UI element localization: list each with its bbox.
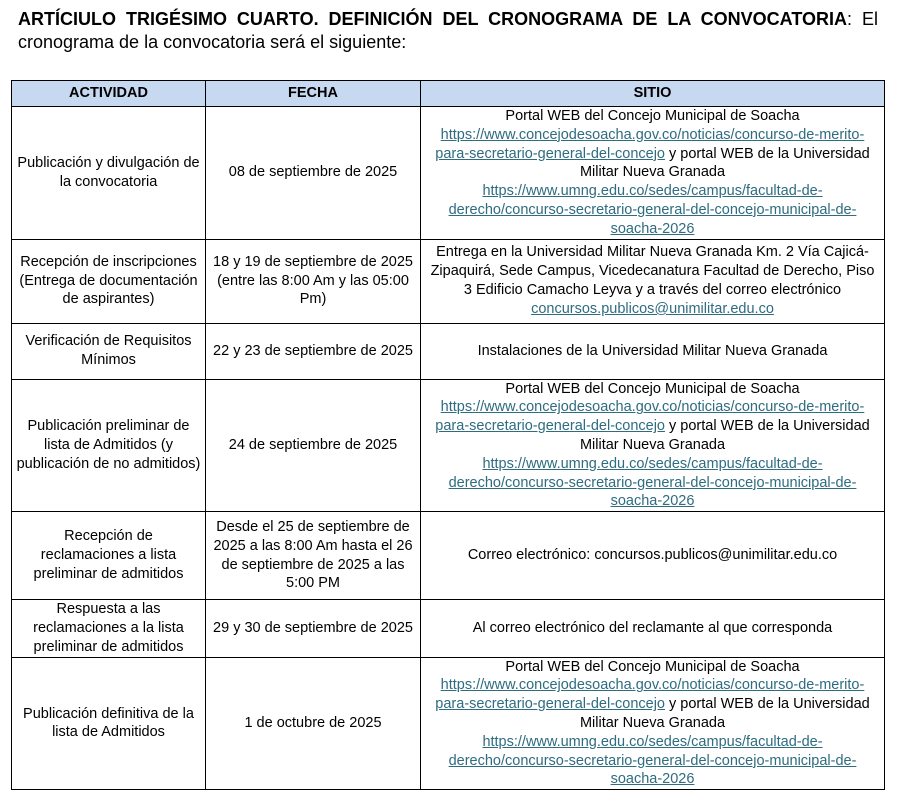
date-cell: 24 de septiembre de 2025 xyxy=(206,379,421,512)
site-cell xyxy=(421,657,885,790)
umng-link[interactable]: https://www.umng.edu.co/sedes/campus/facultad-de-derecho/concurso-secretario-general-del-concejo-municipal-de-soacha-2026 xyxy=(448,733,857,788)
site-text: y portal WEB de la Universidad Militar Nueva Granada xyxy=(579,418,870,453)
table-row xyxy=(12,600,885,657)
header-date: FECHA xyxy=(206,81,421,107)
site-text: Portal WEB del Concejo Municipal de Soacha xyxy=(505,658,800,675)
site-cell: Al correo electrónico del reclamante al que corresponda xyxy=(421,600,885,657)
site-cell: Instalaciones de la Universidad Militar Nueva Granada xyxy=(421,323,885,379)
date-cell: 08 de septiembre de 2025 xyxy=(206,107,421,240)
article-heading xyxy=(18,8,878,54)
site-text: y portal WEB de la Universidad Militar Nueva Granada xyxy=(579,696,870,731)
activity-cell: Publicación y divulgación de la convocatoria xyxy=(12,107,206,240)
site-text: Portal WEB del Concejo Municipal de Soacha xyxy=(505,380,800,397)
table-row xyxy=(12,107,885,240)
date-cell: 1 de octubre de 2025 xyxy=(206,657,421,790)
site-cell xyxy=(421,239,885,323)
header-activity: ACTIVIDAD xyxy=(12,81,206,107)
activity-cell: Publicación preliminar de lista de Admitidos (y publicación de no admitidos) xyxy=(12,379,206,512)
date-cell: 22 y 23 de septiembre de 2025 xyxy=(206,323,421,379)
date-cell: 29 y 30 de septiembre de 2025 xyxy=(206,600,421,657)
site-text: Portal WEB del Concejo Municipal de Soacha xyxy=(505,108,800,124)
date-cell: 18 y 19 de septiembre de 2025 (entre las 8:00 Am y las 05:00 Pm) xyxy=(206,239,421,323)
site-cell xyxy=(421,379,885,512)
table-header-row xyxy=(12,81,885,107)
activity-cell: Verificación de Requisitos Mínimos xyxy=(12,323,206,379)
site-cell: Correo electrónico: concursos.publicos@unimilitar.edu.co xyxy=(421,512,885,600)
email-link[interactable]: concursos.publicos@unimilitar.edu.co xyxy=(531,300,774,317)
site-text: y portal WEB de la Universidad Militar Nueva Granada xyxy=(579,145,870,181)
table-row xyxy=(12,239,885,323)
article-intro: : El cronograma de la convocatoria será el siguiente: xyxy=(18,9,878,52)
umng-link[interactable]: https://www.umng.edu.co/sedes/campus/facultad-de-derecho/concurso-secretario-general-del-concejo-municipal-de-soacha-2026 xyxy=(448,183,857,237)
table-row xyxy=(12,323,885,379)
umng-link[interactable]: https://www.umng.edu.co/sedes/campus/facultad-de-derecho/concurso-secretario-general-del-concejo-municipal-de-soacha-2026 xyxy=(448,455,857,510)
article-title: ARTÍCIULO TRIGÉSIMO CUARTO. DEFINICIÓN DEL CRONOGRAMA DE LA CONVOCATORIA xyxy=(18,9,848,29)
table-row xyxy=(12,379,885,512)
concejo-link[interactable]: https://www.concejodesoacha.gov.co/noticias/concurso-de-merito-para-secretario-general-del-concejo xyxy=(435,126,865,162)
site-cell xyxy=(421,107,885,240)
concejo-link[interactable]: https://www.concejodesoacha.gov.co/noticias/concurso-de-merito-para-secretario-general-del-concejo xyxy=(435,677,865,713)
schedule-table xyxy=(11,80,885,790)
activity-cell: Publicación definitiva de la lista de Admitidos xyxy=(12,657,206,790)
table-row xyxy=(12,657,885,790)
table-row xyxy=(12,512,885,600)
activity-cell: Recepción de inscripciones (Entrega de documentación de aspirantes) xyxy=(12,239,206,323)
concejo-link[interactable]: https://www.concejodesoacha.gov.co/noticias/concurso-de-merito-para-secretario-general-del-concejo xyxy=(435,399,865,435)
header-site: SITIO xyxy=(421,81,885,107)
site-text: Entrega en la Universidad Militar Nueva Granada Km. 2 Vía Cajicá- Zipaquirá, Sede Campus, Vicedecanatura Facultad de Derecho, Piso 3 Edificio Camacho Leyva y a través del correo electrónico xyxy=(430,244,875,299)
activity-cell: Respuesta a las reclamaciones a la lista preliminar de admitidos xyxy=(12,600,206,657)
activity-cell: Recepción de reclamaciones a lista preliminar de admitidos xyxy=(12,512,206,600)
date-cell: Desde el 25 de septiembre de 2025 a las 8:00 Am hasta el 26 de septiembre de 2025 a las 5:00 PM xyxy=(206,512,421,600)
